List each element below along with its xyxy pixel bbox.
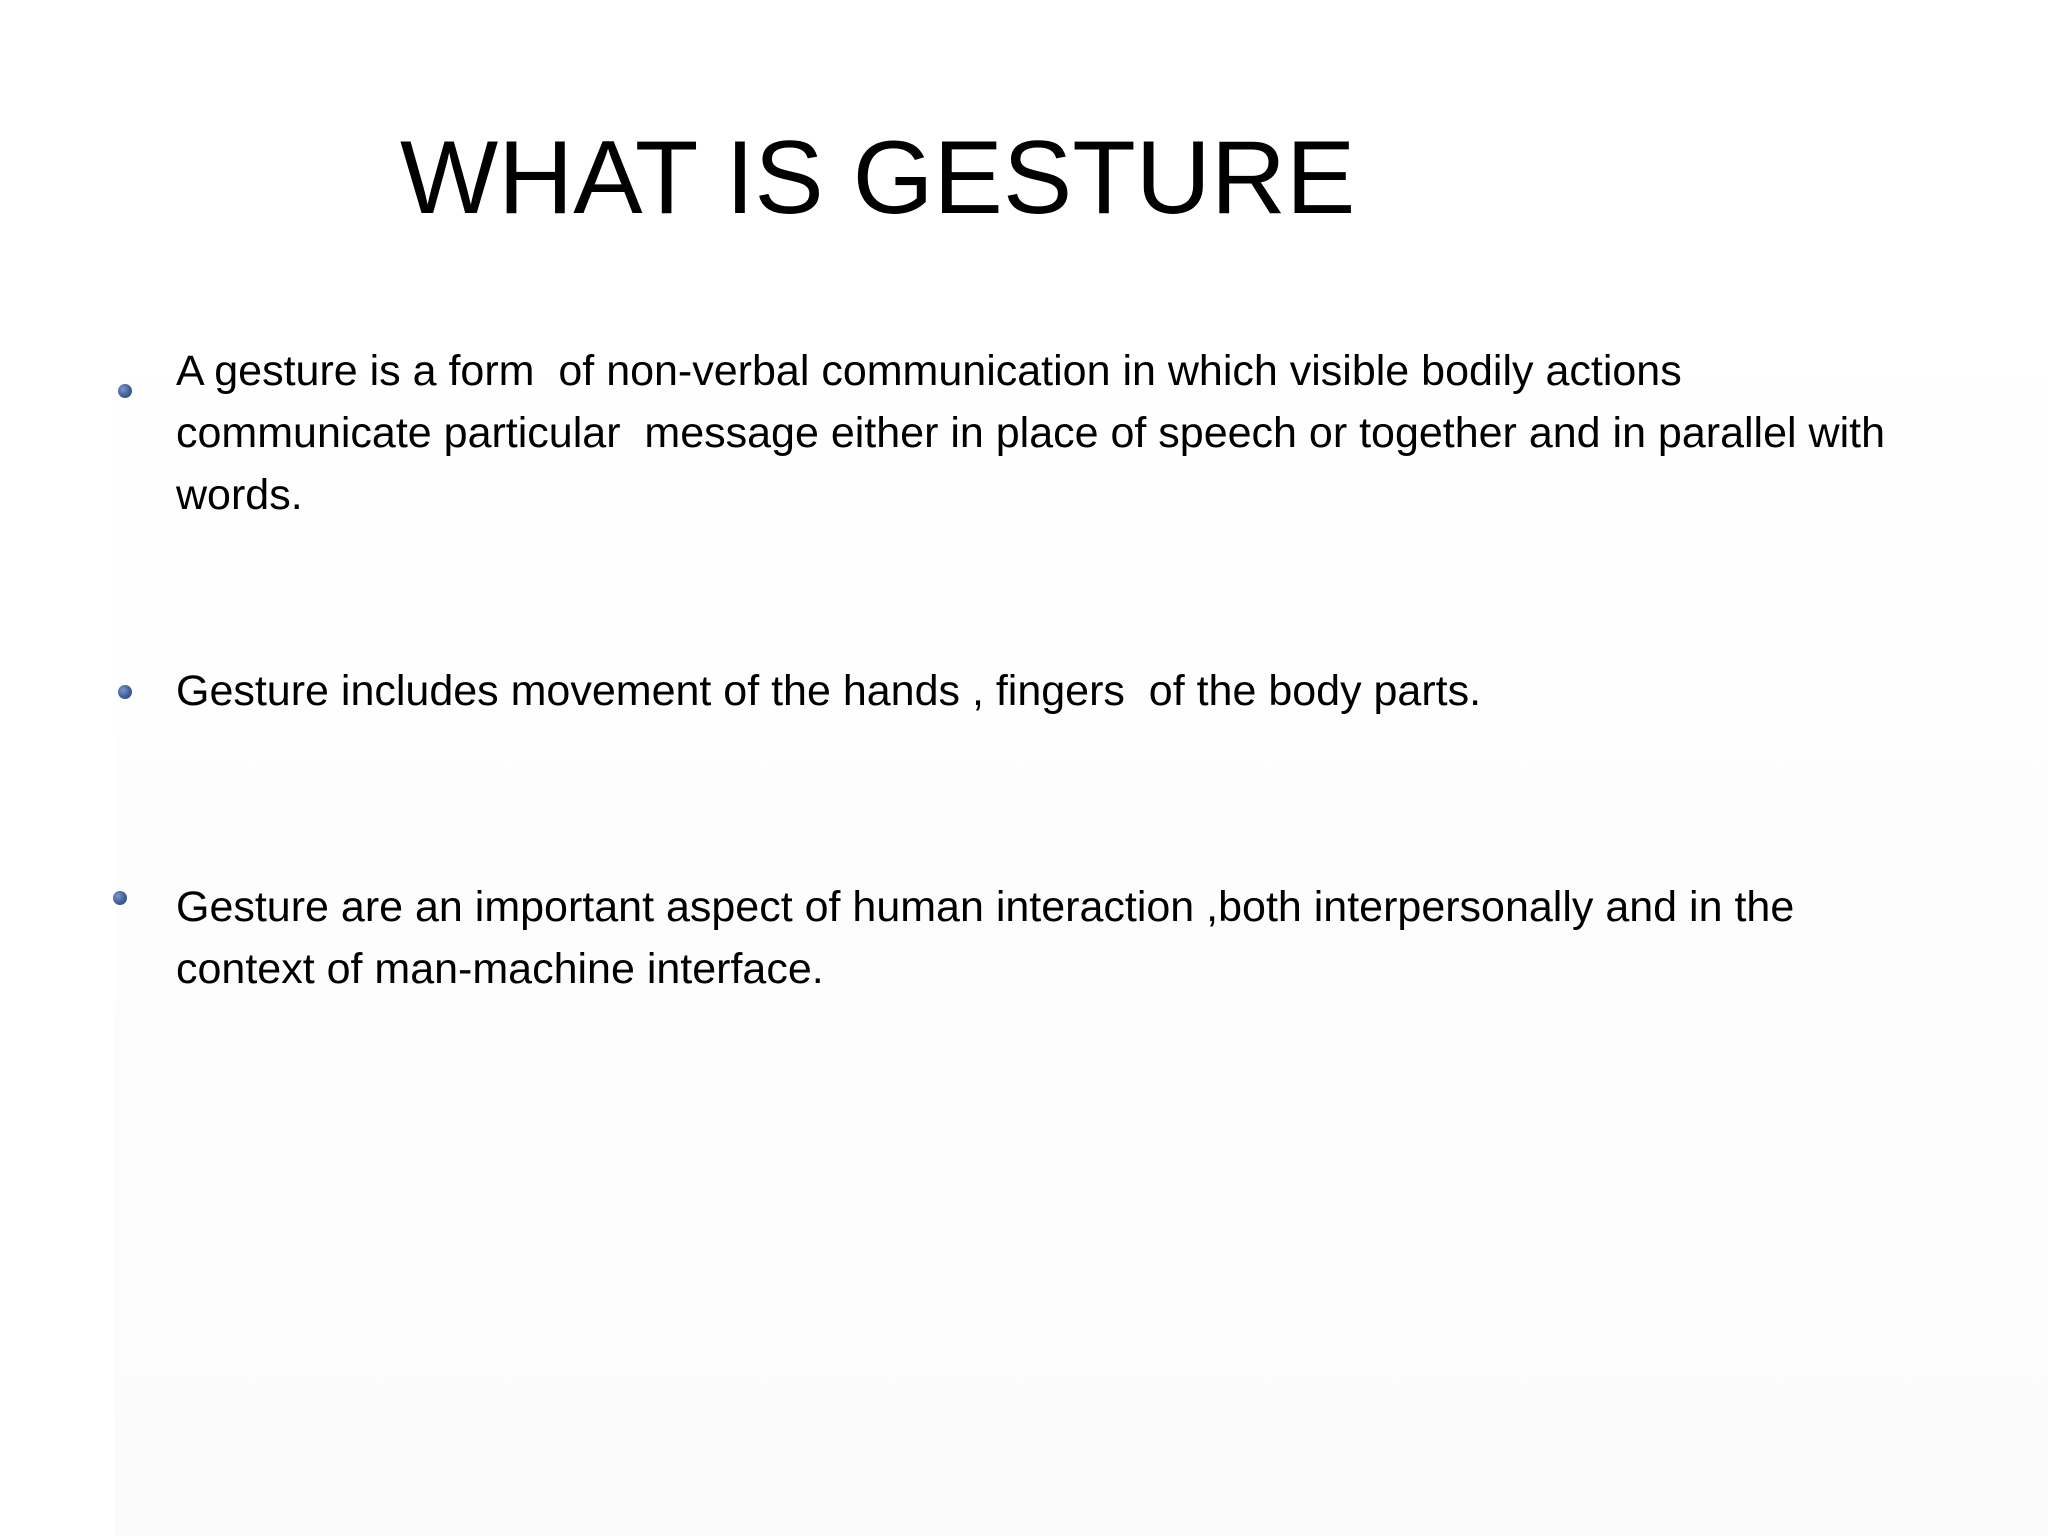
slide-title: WHAT IS GESTURE [400, 120, 1356, 236]
bullet-dot-icon [113, 891, 127, 905]
bullet-text: Gesture includes movement of the hands , fingers of the body parts. [176, 667, 1482, 715]
bullet-text: Gesture are an important aspect of human interaction ,both interpersonally and in the context of man-machine interface. [176, 883, 1807, 993]
bullet-dot-icon [118, 685, 132, 699]
bullet-dot-icon [118, 384, 132, 398]
bullet-text: A gesture is a form of non-verbal communication in which visible bodily actions communicate particular message either in place of speech or together and in parallel with words. [176, 347, 1897, 519]
